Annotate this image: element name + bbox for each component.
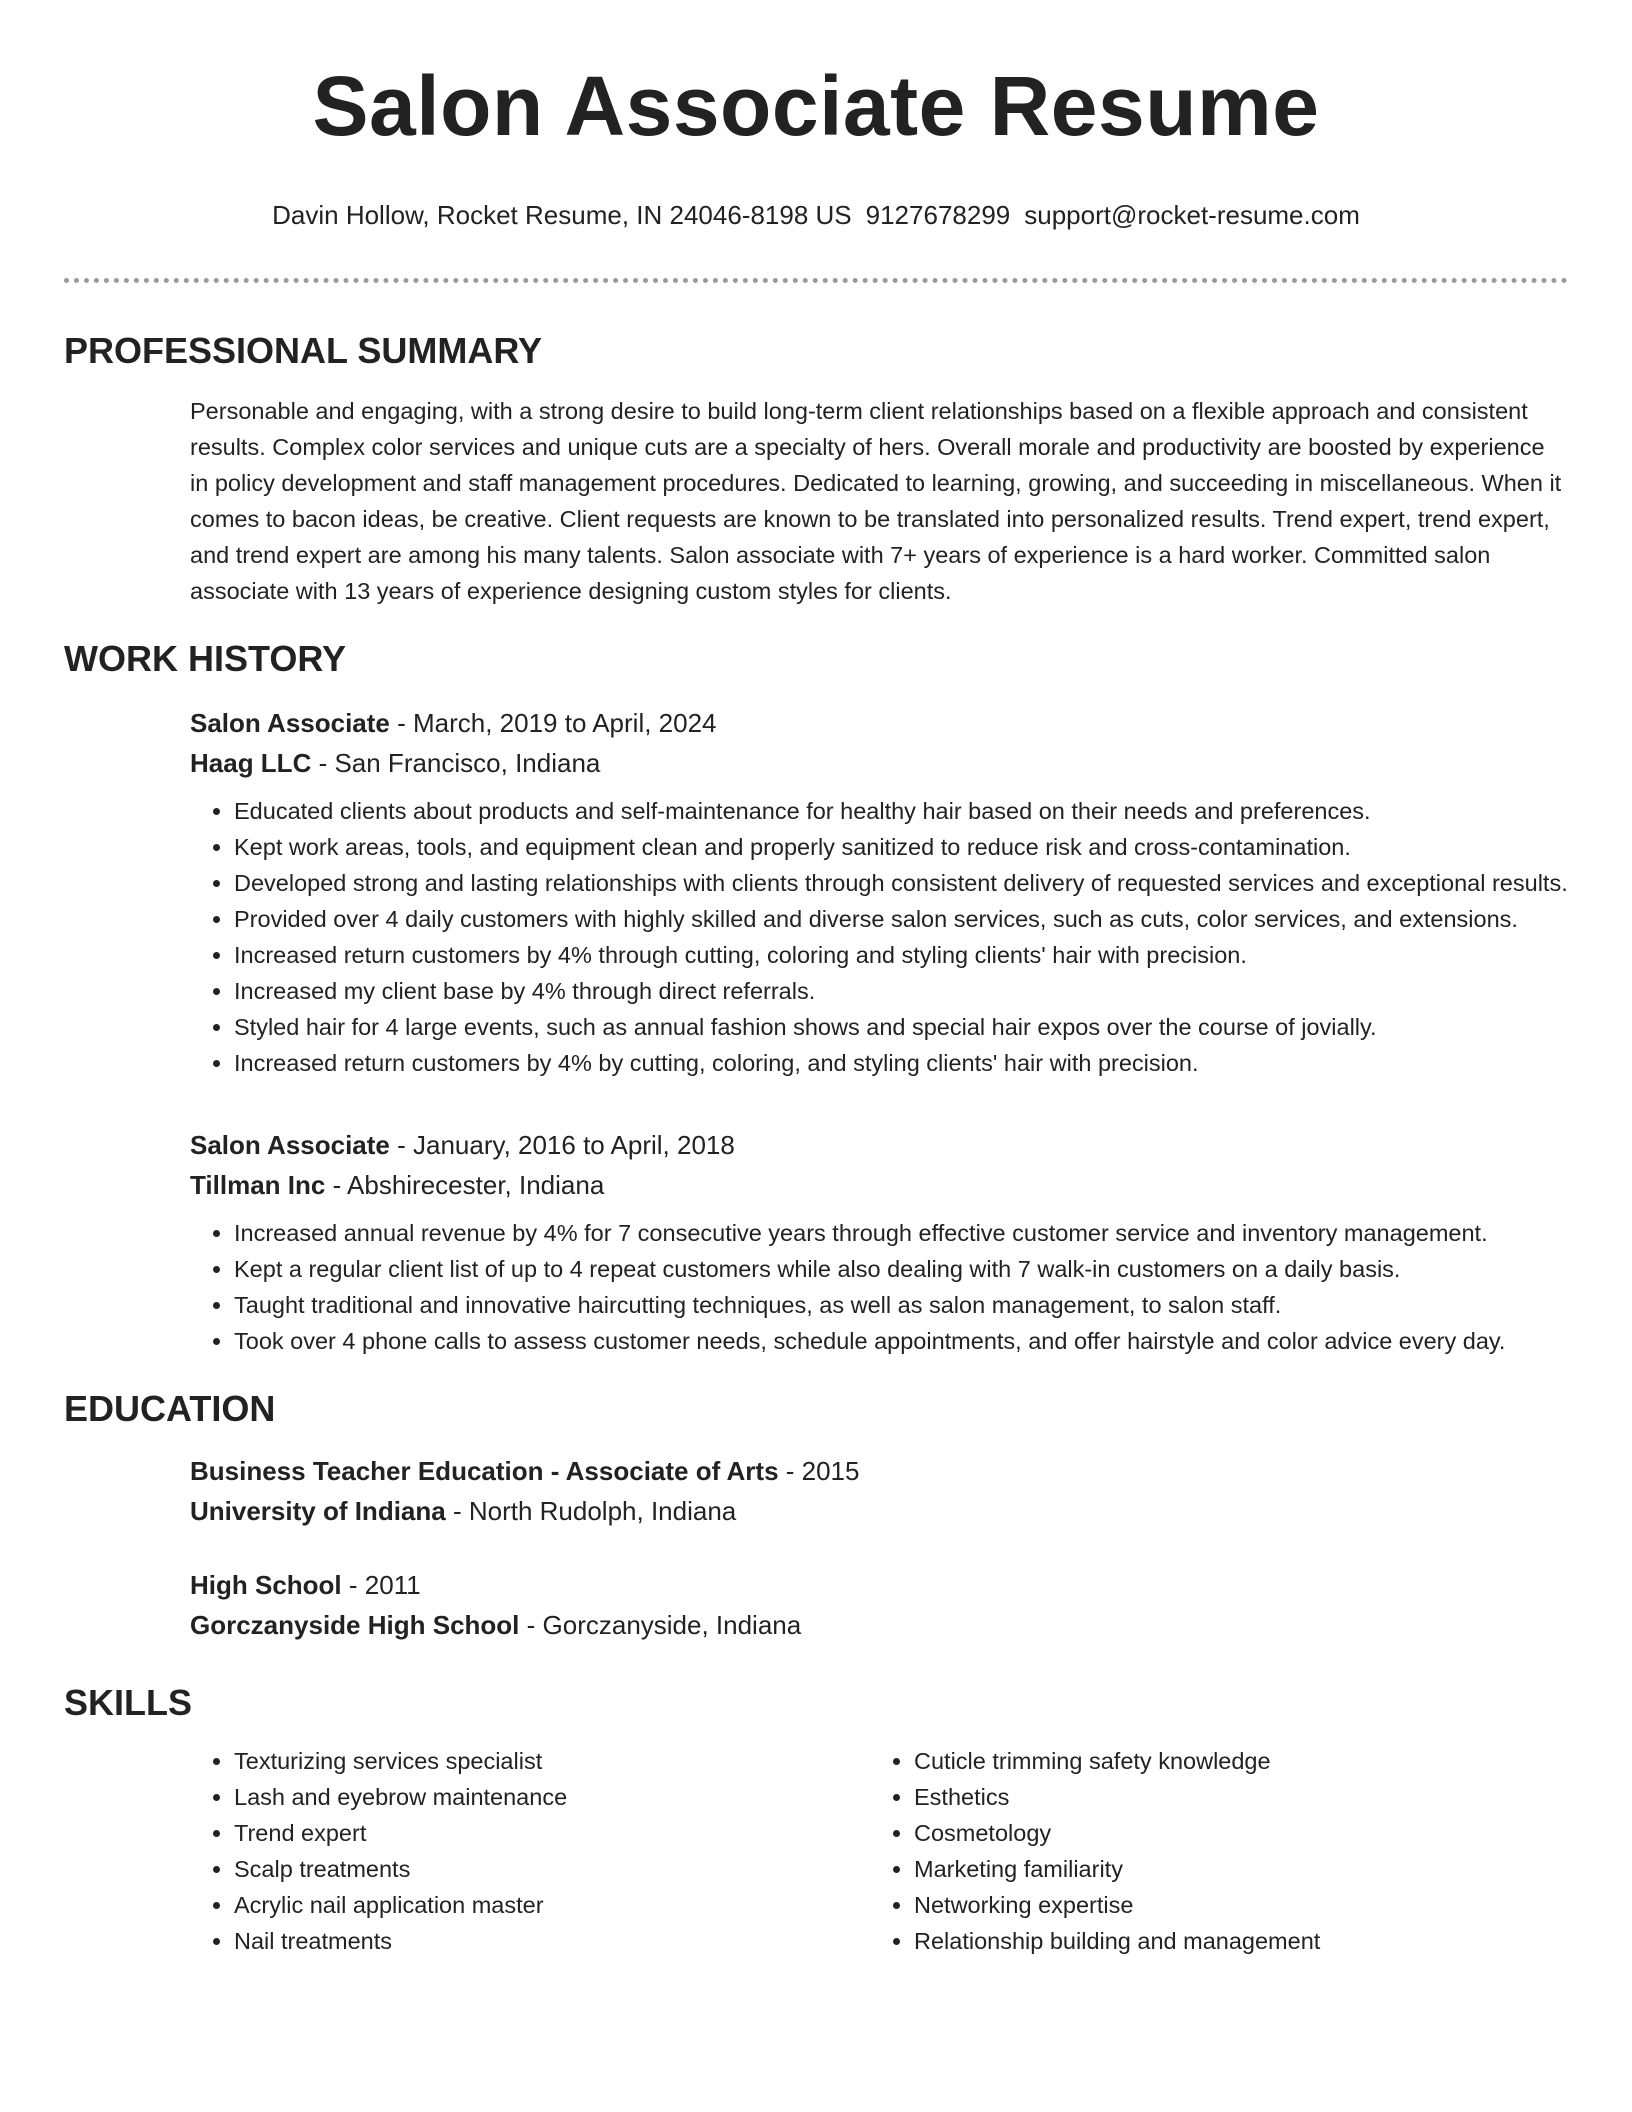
job-bullet: • Kept work areas, tools, and equipment clean and properly sanitized to reduce risk and cross-contamination.	[234, 829, 1568, 865]
job-dates: - March, 2019 to April, 2024	[389, 708, 717, 738]
skill-item: • Relationship building and management	[914, 1923, 1550, 1959]
summary-text: Personable and engaging, with a strong desire to build long-term client relationships based on a flexible approach and consistent results. Complex color services and unique cuts are a specialty of hers. Overall morale and productivity are boosted by experience in policy development and staff management procedures. Dedicated to learning, growing, and succeeding in miscellaneous. When it comes to bacon ideas, be creative. Client requests are known to be translated into personalized results. Trend expert, trend expert, and trend expert are among his many talents. Salon associate with 7+ years of experience is a hard worker. Committed salon associate with 13 years of experience designing custom styles for clients.	[190, 398, 1562, 604]
job-bullet: • Styled hair for 4 large events, such as annual fashion shows and special hair expos over the course of jovially.	[234, 1009, 1568, 1045]
job-bullet: • Kept a regular client list of up to 4 repeat customers while also dealing with 7 walk-in customers on a daily basis.	[234, 1251, 1568, 1287]
skill-item: • Esthetics	[914, 1779, 1550, 1815]
job-title-line	[190, 703, 1568, 743]
skills-list-right	[870, 1743, 1550, 1959]
skill-item: • Lash and eyebrow maintenance	[234, 1779, 870, 1815]
skills-section	[64, 1681, 1568, 1959]
contact-address: Davin Hollow, Rocket Resume, IN 24046-8198 US	[272, 200, 852, 230]
skill-item: • Scalp treatments	[234, 1851, 870, 1887]
job-bullet: • Increased return customers by 4% by cutting, coloring, and styling clients' hair with precision.	[234, 1045, 1568, 1081]
contact-email: support@rocket-resume.com	[1024, 200, 1360, 230]
work-history-section	[64, 637, 1568, 1359]
job-bullet: • Increased my client base by 4% through direct referrals.	[234, 973, 1568, 1009]
job-company: Haag LLC	[190, 748, 312, 778]
school-location: - Gorczanyside, Indiana	[519, 1610, 802, 1640]
education-heading: EDUCATION	[64, 1388, 276, 1429]
skill-item: • Cuticle trimming safety knowledge	[914, 1743, 1550, 1779]
degree-line	[190, 1451, 1568, 1491]
summary-heading: PROFESSIONAL SUMMARY	[64, 330, 543, 371]
degree-name: Business Teacher Education - Associate of Arts	[190, 1456, 779, 1486]
degree-year: - 2015	[778, 1456, 860, 1486]
job-entry	[190, 1125, 1568, 1359]
school-line	[190, 1605, 1568, 1645]
skill-item: • Marketing familiarity	[914, 1851, 1550, 1887]
job-bullet: • Educated clients about products and self-maintenance for healthy hair based on their needs and preferences.	[234, 793, 1568, 829]
skill-item: • Networking expertise	[914, 1887, 1550, 1923]
header-divider	[64, 278, 1568, 283]
job-bullet: • Increased return customers by 4% through cutting, coloring and styling clients' hair with precision.	[234, 937, 1568, 973]
job-dates: - January, 2016 to April, 2018	[389, 1130, 735, 1160]
contact-phone: 9127678299	[865, 200, 1011, 230]
resume-page	[64, 0, 1568, 1959]
page-title: Salon Associate Resume	[312, 59, 1320, 153]
education-entry	[190, 1565, 1568, 1645]
skill-item: • Cosmetology	[914, 1815, 1550, 1851]
job-entry	[190, 703, 1568, 1081]
job-bullet: • Increased annual revenue by 4% for 7 consecutive years through effective customer service and inventory management.	[234, 1215, 1568, 1251]
contact-line	[64, 198, 1568, 232]
job-bullet: • Provided over 4 daily customers with highly skilled and diverse salon services, such as cuts, color services, and extensions.	[234, 901, 1568, 937]
job-location: - San Francisco, Indiana	[311, 748, 601, 778]
skills-heading: SKILLS	[64, 1682, 193, 1723]
skill-item: • Texturizing services specialist	[234, 1743, 870, 1779]
school-line	[190, 1491, 1568, 1531]
summary-section	[64, 329, 1568, 609]
job-bullets	[190, 793, 1568, 1081]
job-bullet: • Took over 4 phone calls to assess customer needs, schedule appointments, and offer hairstyle and color advice every day.	[234, 1323, 1568, 1359]
job-company: Tillman Inc	[190, 1170, 326, 1200]
job-company-line	[190, 1165, 1568, 1205]
job-title-line	[190, 1125, 1568, 1165]
skill-item: • Trend expert	[234, 1815, 870, 1851]
skills-columns	[190, 1743, 1568, 1959]
degree-name: High School	[190, 1570, 342, 1600]
education-entry	[190, 1451, 1568, 1531]
skill-item: • Nail treatments	[234, 1923, 870, 1959]
job-bullet: • Developed strong and lasting relationships with clients through consistent delivery of requested services and exceptional results.	[234, 865, 1568, 901]
school-name: Gorczanyside High School	[190, 1610, 520, 1640]
school-name: University of Indiana	[190, 1496, 446, 1526]
skill-item: • Acrylic nail application master	[234, 1887, 870, 1923]
job-title: Salon Associate	[190, 1130, 390, 1160]
skills-list-left	[190, 1743, 870, 1959]
job-title: Salon Associate	[190, 708, 390, 738]
job-bullets	[190, 1215, 1568, 1359]
job-company-line	[190, 743, 1568, 783]
work-history-heading: WORK HISTORY	[64, 638, 347, 679]
degree-line	[190, 1565, 1568, 1605]
school-location: - North Rudolph, Indiana	[445, 1496, 737, 1526]
job-bullet: • Taught traditional and innovative haircutting techniques, as well as salon management, to salon staff.	[234, 1287, 1568, 1323]
job-location: - Abshirecester, Indiana	[325, 1170, 605, 1200]
degree-year: - 2011	[341, 1570, 421, 1600]
education-section	[64, 1387, 1568, 1645]
